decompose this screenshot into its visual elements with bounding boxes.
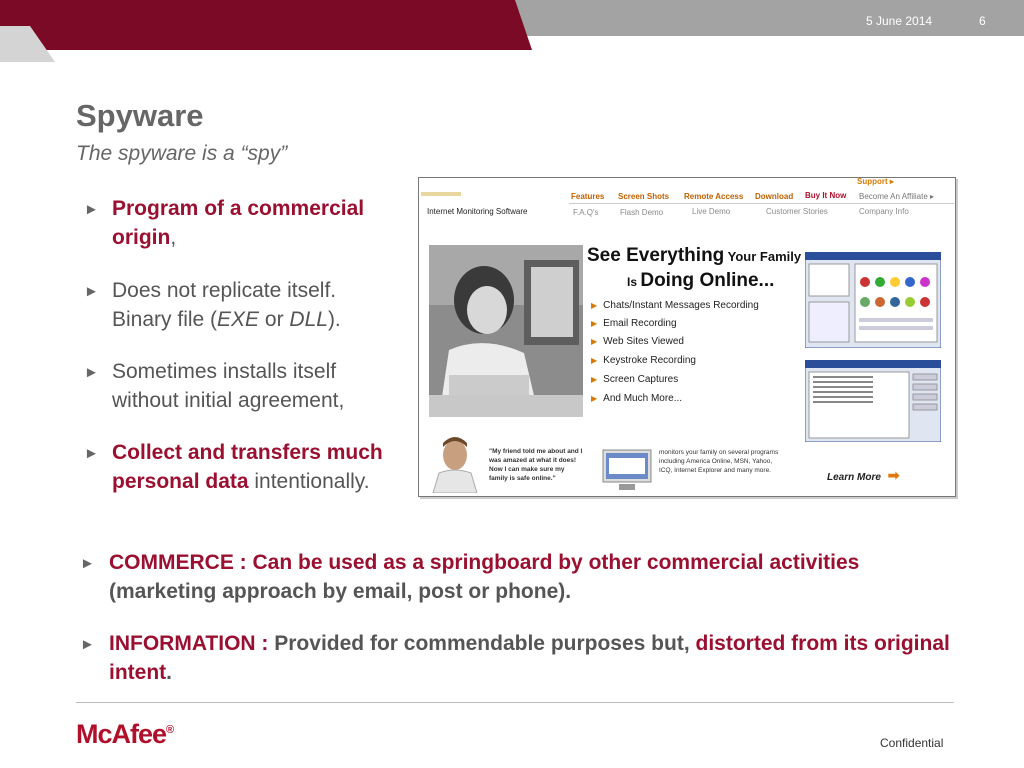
bullet-information-mid: Provided for commendable purposes but, <box>268 632 696 655</box>
bullet-2-end: ). <box>327 308 341 331</box>
feature-more: ▶ And Much More... <box>591 393 682 404</box>
bullet-1-red: Program of a commercial origin <box>112 197 365 249</box>
monitor-description: monitors your family on several programs including America Online, MSN, Yahoo, ICQ, Internet Explorer and many more. <box>659 449 779 474</box>
mcafee-logo-text: McAfee <box>76 719 167 749</box>
product-name: Internet Monitoring Software <box>427 207 528 216</box>
bullet-1-rest: , <box>170 226 177 249</box>
nav-become-affiliate[interactable]: Become An Affiliate ▸ <box>859 192 935 201</box>
woman-at-computer-photo <box>429 245 583 417</box>
bullet-1: ► Program of a commercial origin, <box>84 197 365 249</box>
nav-company-info[interactable]: Company Info <box>859 207 909 216</box>
headline-see-everything: See Everything <box>587 245 725 266</box>
spyware-website-screenshot <box>418 177 956 497</box>
bullet-information: ► INFORMATION : Provided for commendable purposes but, distorted from its original intent. <box>80 632 950 684</box>
nav-flash-demo[interactable]: Flash Demo <box>620 208 664 217</box>
learn-more-text: Learn More <box>827 472 881 483</box>
headline-your-family: Your Family <box>724 249 802 264</box>
bullet-information-red: INFORMATION : <box>109 632 269 655</box>
feature-screen-captures: ▶ Screen Captures <box>591 374 678 385</box>
arrow-right-icon: ➡ <box>887 467 900 483</box>
bullet-4: ► Collect and transfers much personal data intentionally. <box>84 441 383 493</box>
bullet-2: ► Does not replicate itself. Binary file (EXE or DLL). <box>84 279 341 331</box>
header-band <box>0 0 1024 62</box>
bullet-2-text: Does not replicate itself. Binary file ( <box>112 279 337 331</box>
slide-subtitle: The spyware is a “spy” <box>76 142 288 165</box>
headline-is: Is <box>627 275 641 289</box>
nav-faq[interactable]: F.A.Q's <box>573 208 599 217</box>
bullet-3: ► Sometimes installs itself without initial agreement, <box>84 360 345 412</box>
bullet-3-text: Sometimes installs itself without initial agreement, <box>112 360 345 412</box>
nav-screen-shots[interactable]: Screen Shots <box>618 192 670 201</box>
bullet-4-rest: intentionally. <box>248 470 370 493</box>
headline-doing-online: Doing Online... <box>640 270 775 291</box>
slide-title: Spyware <box>76 98 204 133</box>
headline-line-1 <box>587 245 801 267</box>
testimonial-quote: "My friend told me about and I was amazed at what it does! Now I can make sure my family is safe online." <box>489 448 583 482</box>
nav-live-demo[interactable]: Live Demo <box>692 207 731 216</box>
registered-mark: ® <box>166 724 174 736</box>
mcafee-logo <box>76 719 173 750</box>
bullet-2-dll: DLL <box>289 308 328 331</box>
nav-remote-access[interactable]: Remote Access <box>684 192 744 201</box>
man-portrait-photo <box>429 433 481 493</box>
app-window-thumbnail-2 <box>805 360 941 442</box>
confidential-label: Confidential <box>880 736 944 750</box>
bullet-information-red2: distorted from its original intent <box>109 632 950 684</box>
feature-keystroke: ▶ Keystroke Recording <box>591 355 696 366</box>
feature-chats: ▶ Chats/Instant Messages Recording <box>591 300 759 311</box>
nav-features[interactable]: Features <box>571 192 605 201</box>
nav-download[interactable]: Download <box>755 192 794 201</box>
bullet-4-red: Collect and transfers much personal data <box>112 441 383 493</box>
bullet-commerce: ► COMMERCE : Can be used as a springboard by other commercial activities (marketing approach by email, post or phone). <box>80 551 860 603</box>
bullet-commerce-rest: (marketing approach by email, post or phone). <box>109 580 572 603</box>
bullet-commerce-red: COMMERCE : Can be used as a springboard by other commercial activities <box>109 551 860 574</box>
app-window-thumbnail-1 <box>805 252 941 348</box>
page-number: 6 <box>979 14 986 28</box>
bullet-2-or: or <box>259 308 290 331</box>
bullet-2-exe: EXE <box>217 308 260 331</box>
feature-email: ▶ Email Recording <box>591 318 677 329</box>
headline-line-2 <box>627 270 774 292</box>
footer-divider <box>76 702 954 703</box>
bullet-information-end: . <box>166 661 172 684</box>
feature-websites: ▶ Web Sites Viewed <box>591 336 684 347</box>
monitor-thumbnail <box>601 448 653 492</box>
nav-customer-stories[interactable]: Customer Stories <box>766 207 828 216</box>
header-date: 5 June 2014 <box>866 14 933 28</box>
nav-buy-it-now[interactable]: Buy It Now <box>805 191 847 200</box>
support-tab: Support ▸ <box>857 177 894 186</box>
learn-more-link[interactable] <box>827 467 899 484</box>
